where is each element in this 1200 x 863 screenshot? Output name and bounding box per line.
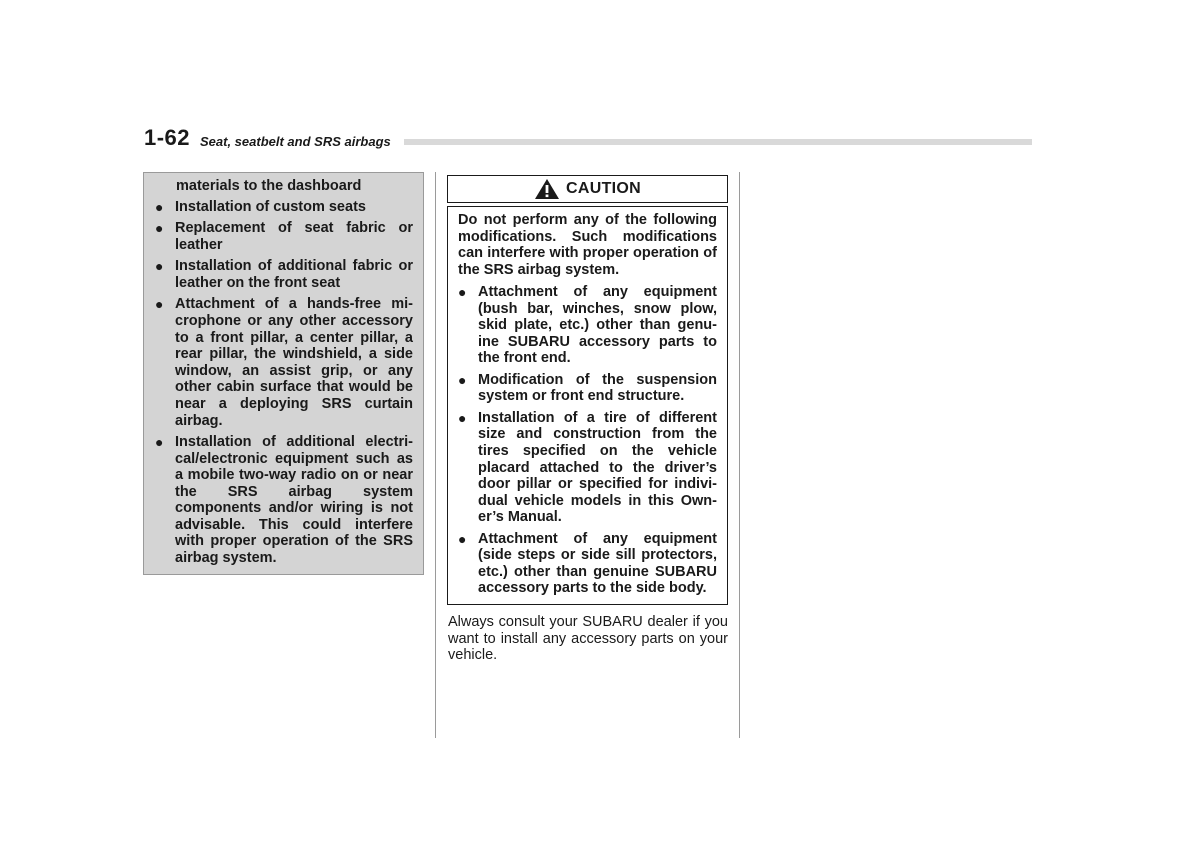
list-item: ● Installation of custom seats bbox=[155, 199, 366, 215]
bullet-icon: ● bbox=[155, 296, 164, 313]
list-item: ● Attachment of a hands-free mi-crophone or any other accessory to a front pillar, a center pillar, a rear pillar, the windshield, a side window, an assist grip, or any other cabin surface that would be near a deploying SRS curtain airbag. bbox=[155, 296, 413, 429]
warning-triangle-icon bbox=[534, 178, 560, 200]
bullet-icon: ● bbox=[155, 220, 164, 237]
list-item: ● Installation of additional fabric or leather on the front seat bbox=[155, 258, 413, 291]
caution-intro: Do not perform any of the following modifications. Such modifications can interfere with proper operation of the SRS airbag system. bbox=[458, 212, 717, 278]
bullet-icon: ● bbox=[155, 258, 164, 275]
shaded-note-box bbox=[143, 172, 424, 575]
note-lead-text: materials to the dashboard bbox=[176, 178, 362, 194]
bullet-icon: ● bbox=[458, 409, 467, 426]
page-number: 1-62 bbox=[144, 125, 191, 150]
list-item: ● Installation of additional electri-cal/electronic equipment such as a mobile two-way radio on or near the SRS airbag system components and/or wiring is not advisable. This could interfere with proper operation of the SRS airbag system. bbox=[155, 433, 413, 567]
list-item: ● Replacement of seat fabric or leather bbox=[155, 220, 413, 253]
page-header bbox=[144, 124, 1032, 148]
list-item: ● Modification of the suspension system or front end structure. bbox=[458, 371, 717, 405]
caution-header bbox=[447, 175, 728, 203]
column-divider-right bbox=[739, 172, 740, 738]
modification-list bbox=[155, 199, 413, 571]
list-item: ● Installation of a tire of different size and construction from the tires specified on the vehicle placard attached to the driver’s door pillar or specified for indivi-dual vehicle models in this Own-er’s Manual. bbox=[458, 409, 717, 526]
bullet-icon: ● bbox=[458, 284, 467, 300]
section-title: Seat, seatbelt and SRS airbags bbox=[200, 134, 391, 149]
bullet-icon: ● bbox=[458, 530, 467, 547]
bullet-icon: ● bbox=[155, 433, 164, 450]
list-item: ● Attachment of any equipment (bush bar, winches, snow plow, skid plate, etc.) other than genu-ine SUBARU accessory parts to the front end. bbox=[458, 284, 717, 367]
caution-list bbox=[458, 284, 717, 602]
bullet-icon: ● bbox=[155, 199, 164, 215]
list-item: ● Attachment of any equipment (side steps or side sill protectors, etc.) other than genuine SUBARU accessory parts to the side body. bbox=[458, 530, 717, 597]
caution-body bbox=[447, 206, 728, 605]
footer-note: Always consult your SUBARU dealer if you want to install any accessory parts on your vehicle. bbox=[448, 614, 728, 664]
bullet-icon: ● bbox=[458, 371, 467, 388]
caution-label: CAUTION bbox=[566, 180, 641, 197]
column-divider-left bbox=[435, 172, 436, 738]
header-rule bbox=[404, 139, 1032, 145]
